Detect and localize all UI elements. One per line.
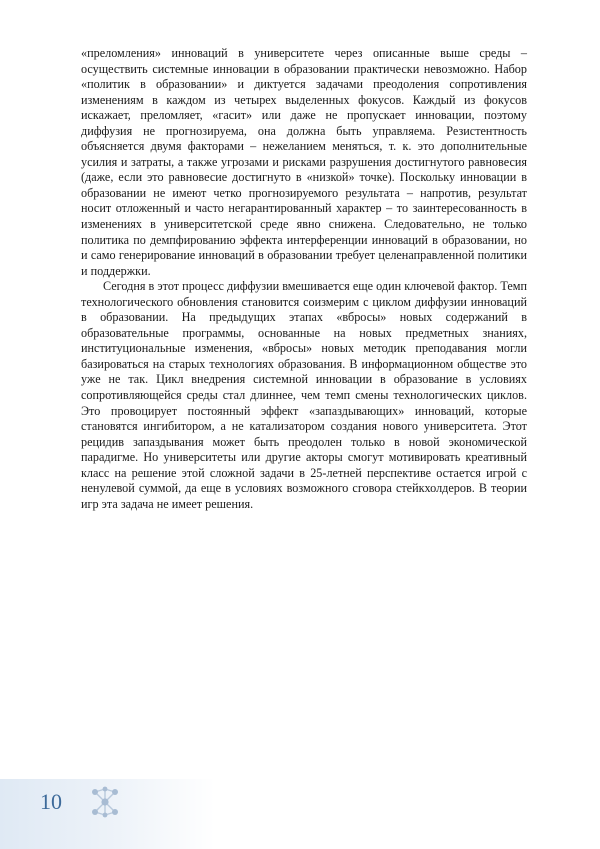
paragraph-1: «преломления» инноваций в университете через описанные выше среды – осуществить системные инновации в образовании практически невозможно. Набор «политик в образовании» и диктуется задачами преодоления сопротивления изменениям в каждом из четырех выделенных фокусов. Каждый из фокусов искажает, преломляет, «гасит» или даже не пропускает инновации, поэтому диффузия не прогнозируема, она должна быть управляема. Резистентность объясняется двумя факторами – нежеланием меняться, т. к. это дополнительные усилия и затраты, а также угрозами и рисками разрушения достигнутого равновесия (даже, если это равновесие достигнуто в «низкой» точке). Поскольку инновации в образовании не имеют четко прогнозируемого результата – напротив, результат носит отложенный и часто негарантированный характер – то заинтересованность в изменениях в университетской среде явно снижена. Следовательно, не только политика по демпфированию эффекта интерференции инноваций в образовании, но и само генерирование инноваций в образовании требует целенаправленной политики и поддержки. (81, 46, 527, 278)
molecule-icon (88, 785, 122, 819)
page-number: 10 (40, 789, 62, 814)
body-text (81, 46, 527, 512)
paragraph-2: Сегодня в этот процесс диффузии вмешивается еще один ключевой фактор. Темп технологического обновления становится соизмерим с циклом диффузии инноваций в образовании. На предыдущих этапах «вбросы» новых содержаний в образовательные программы, основанные на новых предметных знаниях, институциональные изменения, «вбросы» новых методик преподавания могли базироваться на старых технологиях образования. В информационном обществе это уже не так. Цикл внедрения системной инновации в образование в условиях сопротивляющейся среды стал длиннее, чем темп смены технологических циклов. Это провоцирует постоянный эффект «запаздывающих» инноваций, которые становятся ингибитором, а не катализатором создания нового университета. Этот рецидив запаздывания может быть преодолен только в новой экономической парадигме. Но университеты или другие акторы смогут мотивировать креативный класс на решение этой сложной задачи в 25-летней перспективе остается игрой с ненулевой суммой, да еще в условиях возможного сговора стейкхолдеров. В теории игр эта задача не имеет решения. (81, 279, 527, 511)
